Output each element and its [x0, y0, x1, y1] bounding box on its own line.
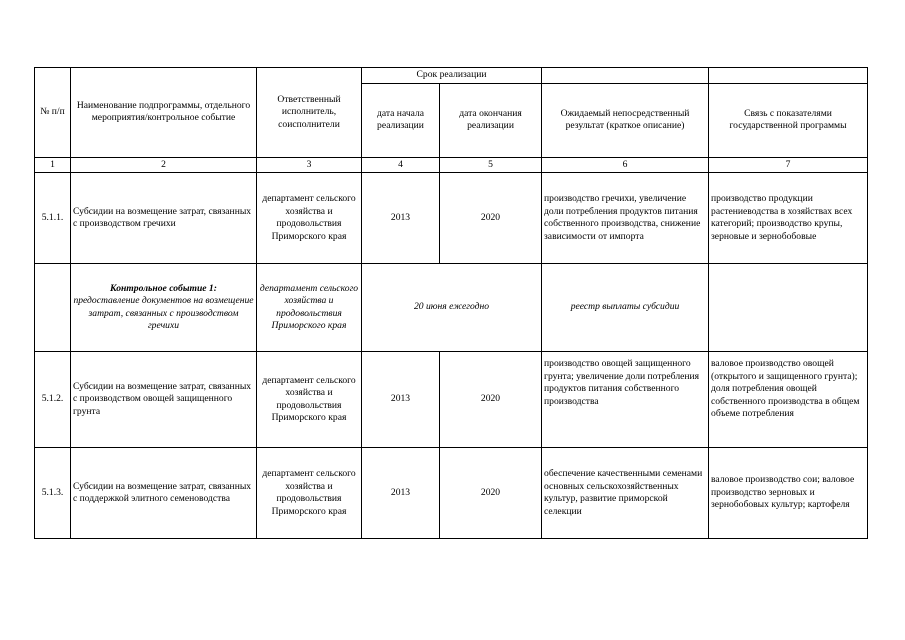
row-link: валовое производство овощей (открытого и защищенного грунта); доля потребления овощей собственного производства в общем объеме потребления — [709, 352, 868, 448]
plan-table — [34, 67, 868, 539]
header-link: Связь с показателями государственной программы — [709, 83, 868, 157]
row-link: производство продукции растениеводства в хозяйствах всех категорий; производство крупы, зерновые и зернобобовые — [709, 173, 868, 264]
numbering-cell: 3 — [257, 157, 362, 173]
control-event-result: реестр выплаты субсидии — [542, 264, 709, 352]
header-start: дата начала реализации — [362, 83, 440, 157]
header-executor: Ответственный исполнитель, соисполнители — [257, 68, 362, 158]
row-end: 2020 — [440, 448, 542, 539]
table-row — [35, 352, 868, 448]
numbering-cell: 7 — [709, 157, 868, 173]
header-row-1 — [35, 68, 868, 84]
numbering-cell: 4 — [362, 157, 440, 173]
header-result-top — [542, 68, 709, 84]
row-executor: департамент сельского хозяйства и продовольствия Приморского края — [257, 448, 362, 539]
row-end: 2020 — [440, 352, 542, 448]
row-number: 5.1.3. — [35, 448, 71, 539]
control-event-row — [35, 264, 868, 352]
row-start: 2013 — [362, 448, 440, 539]
numbering-cell: 2 — [71, 157, 257, 173]
row-result: производство овощей защищенного грунта; увеличение доли потребления продуктов питания собственного производства — [542, 352, 709, 448]
header-link-top — [709, 68, 868, 84]
header-result: Ожидаемый непосредственный результат (краткое описание) — [542, 83, 709, 157]
row-number: 5.1.2. — [35, 352, 71, 448]
numbering-cell: 1 — [35, 157, 71, 173]
table-row — [35, 173, 868, 264]
numbering-cell: 6 — [542, 157, 709, 173]
header-period: Срок реализации — [362, 68, 542, 84]
row-start: 2013 — [362, 352, 440, 448]
numbering-row — [35, 157, 868, 173]
control-event-executor: департамент сельского хозяйства и продовольствия Приморского края — [257, 264, 362, 352]
row-number: 5.1.1. — [35, 173, 71, 264]
control-event-period: 20 июня ежегодно — [362, 264, 542, 352]
row-start: 2013 — [362, 173, 440, 264]
header-num: № п/п — [35, 68, 71, 158]
row-link: валовое производство сои; валовое производство зерновых и зернобобовых культур; картофеля — [709, 448, 868, 539]
table-row — [35, 448, 868, 539]
row-name: Субсидии на возмещение затрат, связанных с производством овощей защищенного грунта — [71, 352, 257, 448]
control-event-text: предоставление документов на возмещение затрат, связанных с производством гречихи — [73, 295, 254, 331]
control-event-desc — [71, 264, 257, 352]
row-end: 2020 — [440, 173, 542, 264]
row-executor: департамент сельского хозяйства и продовольствия Приморского края — [257, 173, 362, 264]
row-name: Субсидии на возмещение затрат, связанных с поддержкой элитного семеноводства — [71, 448, 257, 539]
row-name: Субсидии на возмещение затрат, связанных с производством гречихи — [71, 173, 257, 264]
header-end: дата окончания реализации — [440, 83, 542, 157]
row-result: обеспечение качественными семенами основных сельскохозяйственных культур, развитие приморской селекции — [542, 448, 709, 539]
control-event-link — [709, 264, 868, 352]
control-event-num — [35, 264, 71, 352]
numbering-cell: 5 — [440, 157, 542, 173]
row-executor: департамент сельского хозяйства и продовольствия Приморского края — [257, 352, 362, 448]
row-result: производство гречихи, увеличение доли потребления продуктов питания собственного производства, снижение зависимости от импорта — [542, 173, 709, 264]
header-name: Наименование подпрограммы, отдельного мероприятия/контрольное событие — [71, 68, 257, 158]
control-event-title: Контрольное событие 1: — [110, 282, 217, 294]
